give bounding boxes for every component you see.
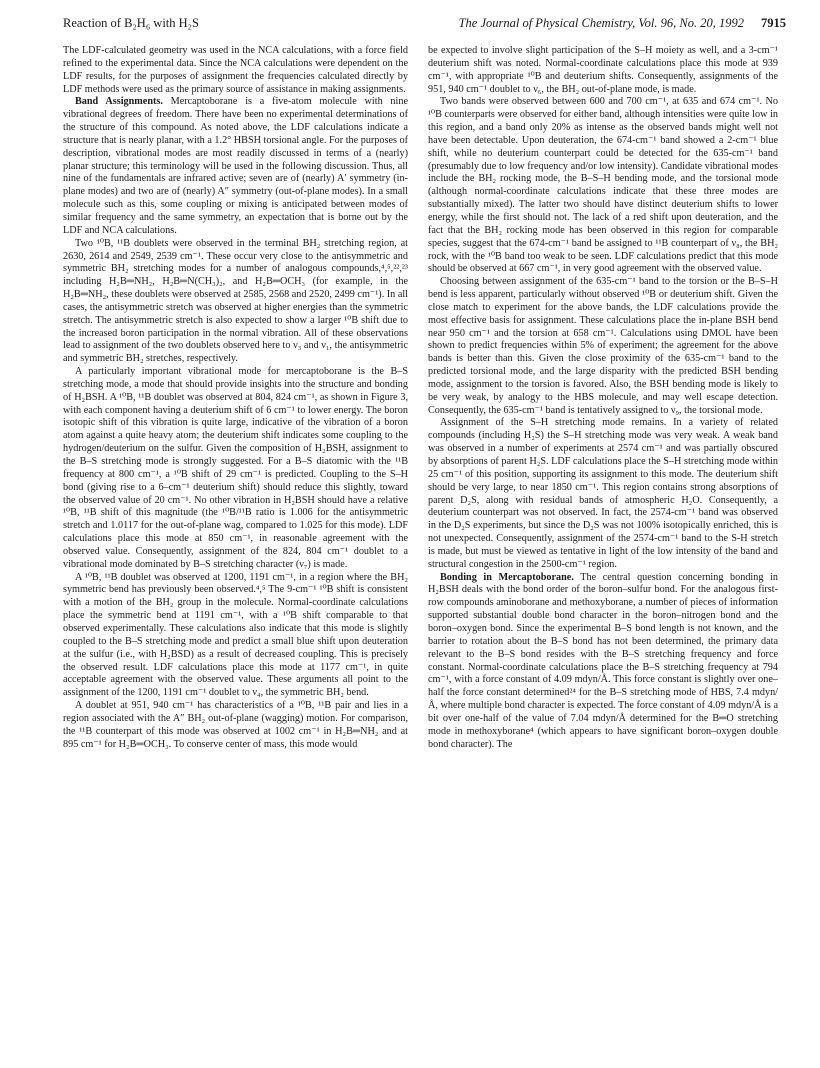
paragraph-text: Two ¹⁰B, ¹¹B doublets were observed in the terminal BH₂ stretching region, at 2630, 2614 and 2549, 2539 cm⁻¹. These occur very close to the antisymmetric and symmetric BH₂ stretching modes for a number of analogous compounds,⁴,⁵,²²,²³ including H₂B═NH₂, H₂B═N(CH₃)₂, and H₂B═OCH₃ (for example, in the H₂B═NH₂, these doublets were observed at 2585, 2568 and 2520, 2499 cm⁻¹). In all cases, the antisymmetric stretch was observed at higher energies than the symmetric stretch. The antisymmetric stretch is also expected to show a larger ¹⁰B shift due to the increased boron participation in the normal vibration. All of these observations lead to assignment of the two doublets observed here to ν₃ and ν₁, the antisymmetric and symmetric BH₂ stretches, respectively. (63, 237, 409, 365)
paragraph-text: Choosing between assignment of the 635-cm⁻¹ band to the torsion or the B–S–H bend is less apparent, particularly without observed ¹⁰B or deuterium shift. Given the close match to experiment for the above bands, the LDF calculations provide the most effective basis for assignment. These calculations place the in-plane BSH bend near 950 cm⁻¹ and the torsion at 658 cm⁻¹. Calculations using DMOL have been shown to predict frequencies within 5% of experiment; the agreement for the above bands is better than this. Given the close proximity of the 635-cm⁻¹ band to the predicted torsional mode, and the large disparity with the predicted BSH bending mode, assignment to the torsion is favored. Also, the BSH bending mode is likely to be very weak, by analogy to the HBS molecule, and may well escape detection. Consequently, the 635-cm⁻¹ band is tentatively assigned to ν₉, the torsional mode. (428, 276, 778, 416)
paragraph-text: Two bands were observed between 600 and 700 cm⁻¹, at 635 and 674 cm⁻¹. No ¹⁰B counterparts were observed for either band, although intensities were quite low in this region, and a band only 20% as intense as the observed bands might well not have been detectable. Upon deuteration, the 674-cm⁻¹ band showed a 2-cm⁻¹ blue shift, while no deuterium counterpart could be detected for the 635-cm⁻¹ band (presumably due to low frequency and/or low intensity). Candidate vibrational modes include the BH₂ rocking mode, the B–S–H bending mode, and the torsional mode (although normal-coordinate calculations indicate that these three modes are substantially mixed). The latter two should have distinct deuterium shifts to lower energy, while the first should not. The lack of a red shift upon deuteration, and the fact that the BH₂ rocking mode has been observed in this region for comparable species, suggest that the 674-cm⁻¹ band be assigned to ¹¹B counterpart of ν₈, the BH₂ rock, with the ¹⁰B band too weak to be seen. LDF calculations predict that this mode should be observed at 667 cm⁻¹, in very good agreement with the observed value. (428, 96, 778, 275)
running-title: Reaction of B₂H₆ with H₂S (63, 16, 199, 30)
paragraph (63, 700, 408, 751)
paragraph (63, 238, 408, 366)
paragraph-text: be expected to involve slight participation of the S–H moiety as well, and a 3-cm⁻¹ deuterium shift was noted. Normal-coordinate calculations place this mode at 939 cm⁻¹, with appropriate ¹⁰B and deuterium shifts. Consequently, assignments of the 951, 940 cm⁻¹ doublet to ν₆, the BH₂ out-of-plane mode, is made. (428, 45, 778, 95)
running-header (63, 16, 786, 36)
paragraph (428, 417, 778, 571)
page-number: 7915 (761, 16, 786, 30)
paragraph-text: Mercaptoborane is a five-atom molecule with nine vibrational degrees of freedom. There have been no experimental determinations of the structure of this compound. As noted above, the LDF calculations indicate a structure that is nearly planar, with a 1.2° HBSH torsional angle. For the purposes of description, vibrational modes are most readily discussed in terms of a (nearly) planar structure; this terminology will be used in the following discussion. Thus, all nine of the fundamentals are infrared active; seven are of (nearly) A′ symmetry (in-plane modes) and two are of (nearly) A″ symmetry (out-of-plane modes). In a small molecule such as this, some coupling or mixing is anticipated between modes of similar frequency and the same symmetry, an expectation that is borne out by the LDF and NCA calculations. (63, 96, 408, 236)
paragraph (63, 366, 408, 572)
paragraph-text: A doublet at 951, 940 cm⁻¹ has characteristics of a ¹⁰B, ¹¹B pair and lies in a region associated with the A″ BH₂ out-of-plane (wagging) motion. For comparison, the ¹¹B counterpart of this mode was observed at 1002 cm⁻¹ in H₂B═NH₂ and at 895 cm⁻¹ for H₂B═OCH₃. To conserve center of mass, this mode would (63, 700, 408, 750)
run-in-heading: Band Assignments. (75, 96, 163, 108)
right-column (428, 45, 778, 751)
paragraph (63, 45, 408, 96)
paragraph-text: The central question concerning bonding in H₂BSH deals with the bond order of the boron–sulfur bond. For the analogous first-row compounds aminoborane and methoxyborane, a number of pieces of information supported substantial double bond character in the boron–nitrogen bond and the boron–oxygen bond. Since the experimental B–S bond length is not known, and the barrier to rotation about the B–S bond has not been determined, the primary data relevant to the B–S bond resides with the B–S stretching frequency and force constant. Normal-coordinate calculations place the B–S stretching frequency at 794 cm⁻¹, with a force constant of 4.09 mdyn/Å. This force constant is slightly over one–half the force constant determined²⁴ for the B–S stretching mode of HBS, 7.4 mdyn/Å, where multiple bond character is expected. The force constant of 4.09 mdyn/Å is a bit over one-half of the value of 7.04 mdyn/Å determined for the B═O stretching mode in methoxyborane⁴ (which appears to have significant boron–oxygen double bond character). The (428, 571, 778, 750)
paragraph (428, 572, 778, 752)
paragraph-text: A ¹⁰B, ¹¹B doublet was observed at 1200, 1191 cm⁻¹, in a region where the BH₂ symmetric bend has previously been observed.⁴,⁵ The 9-cm⁻¹ ¹⁰B shift is consistent with a motion of the BH₂ group in the molecule. Normal-coordinate calculations place the symmetric bend at 1191 cm⁻¹, with a ¹⁰B shift comparable to that observed experimentally. These calculations also indicate that this mode is slightly coupled to the B–S stretching mode and predict a small blue shift upon deuteration at the sulfur (i.e., with H₂BSD) as a result of decreased coupling. This is precisely the observed result. LDF calculations place this mode at 1177 cm⁻¹, in quite acceptable agreement with the observed value. These arguments all point to the assignment of the 1200, 1191 cm⁻¹ doublet to ν₄, the symmetric BH₂ bend. (63, 571, 408, 699)
paragraph-text: Assignment of the S–H stretching mode remains. In a variety of related compounds (including H₂S) the S–H stretching mode was very weak. A weak band was observed in a number of experiments at 2574 cm⁻¹ and was partially obscured by absorptions of parent H₂S. LDF calculations place the S–H stretching mode within 25 cm⁻¹ of this position, supporting its assignment to this mode. The deuterium shift should be very large, to near 1850 cm⁻¹. This region contains strong absorptions of parent D₂S, along with residual bands of atmospheric H₂O. Consequently, a deuterium counterpart was not observed. In fact, the 2574-cm⁻¹ band was observed in the D₂S experiments, but since the D₂S was not 100% isotopically enriched, this is not unexpected. Consequently, assignment of the 2574-cm⁻¹ band to the S-H stretch is made, but must be viewed as tentative in light of the low intensity of the band and structural congestion in the 2500-cm⁻¹ region. (428, 417, 778, 570)
paragraph-text: The LDF-calculated geometry was used in the NCA calculations, with a force field refined to the experimental data. Since the NCA calculations were dependent on the LDF results, for the purposes of assignment the frequencies calculated directly by LDF methods were used as the primary source of assistance in making assignments. (63, 45, 408, 95)
paragraph (428, 276, 778, 417)
left-column (63, 45, 408, 751)
paragraph (63, 572, 408, 700)
paragraph-text: A particularly important vibrational mode for mercaptoborane is the B–S stretching mode, a mode that should provide insights into the structure and bonding of H₂BSH. A ¹⁰B, ¹¹B doublet was observed at 804, 824 cm⁻¹, as shown in Figure 3, with each component having a deuterium shift of 6 cm⁻¹ to lower energy. The boron isotopic shift of this vibration is quite large, indicative of the vibration of a boron atom against a quite heavy atom; the deuterium shift indicates some coupling to the hydrogen/deuterium on the sulfur. Given the composition of H₂BSH, assignment to the B–S stretching mode is strongly suggested. For a B–S diatomic with the ¹¹B frequency at 800 cm⁻¹, a ¹⁰B shift of 29 cm⁻¹ is predicted. Coupling to the S–H bond (giving rise to a 6–cm⁻¹ deuterium shift) should reduce this slightly, toward the observed value of 20 cm⁻¹. No other vibration in H₂BSH should have a relative ¹⁰B, ¹¹B shift of this magnitude (the ¹⁰B/¹¹B ratio is 1.006 for the antisymmetric stretch and 1.0117 for the out-of-plane wag, compared to 1.025 for this mode). LDF calculations place this mode at 850 cm⁻¹, in reasonable agreement with the observed value. Consequently, assignment of the 824, 804 cm⁻¹ doublet to a vibrational mode dominated by B–S stretching character (ν₇) is made. (63, 366, 408, 570)
run-in-heading: Bonding in Mercaptoborane. (440, 571, 574, 583)
paragraph (63, 96, 408, 237)
journal-citation: The Journal of Physical Chemistry, Vol. 96, No. 20, 1992 (458, 16, 744, 30)
paragraph (428, 45, 778, 96)
paragraph (428, 96, 778, 276)
